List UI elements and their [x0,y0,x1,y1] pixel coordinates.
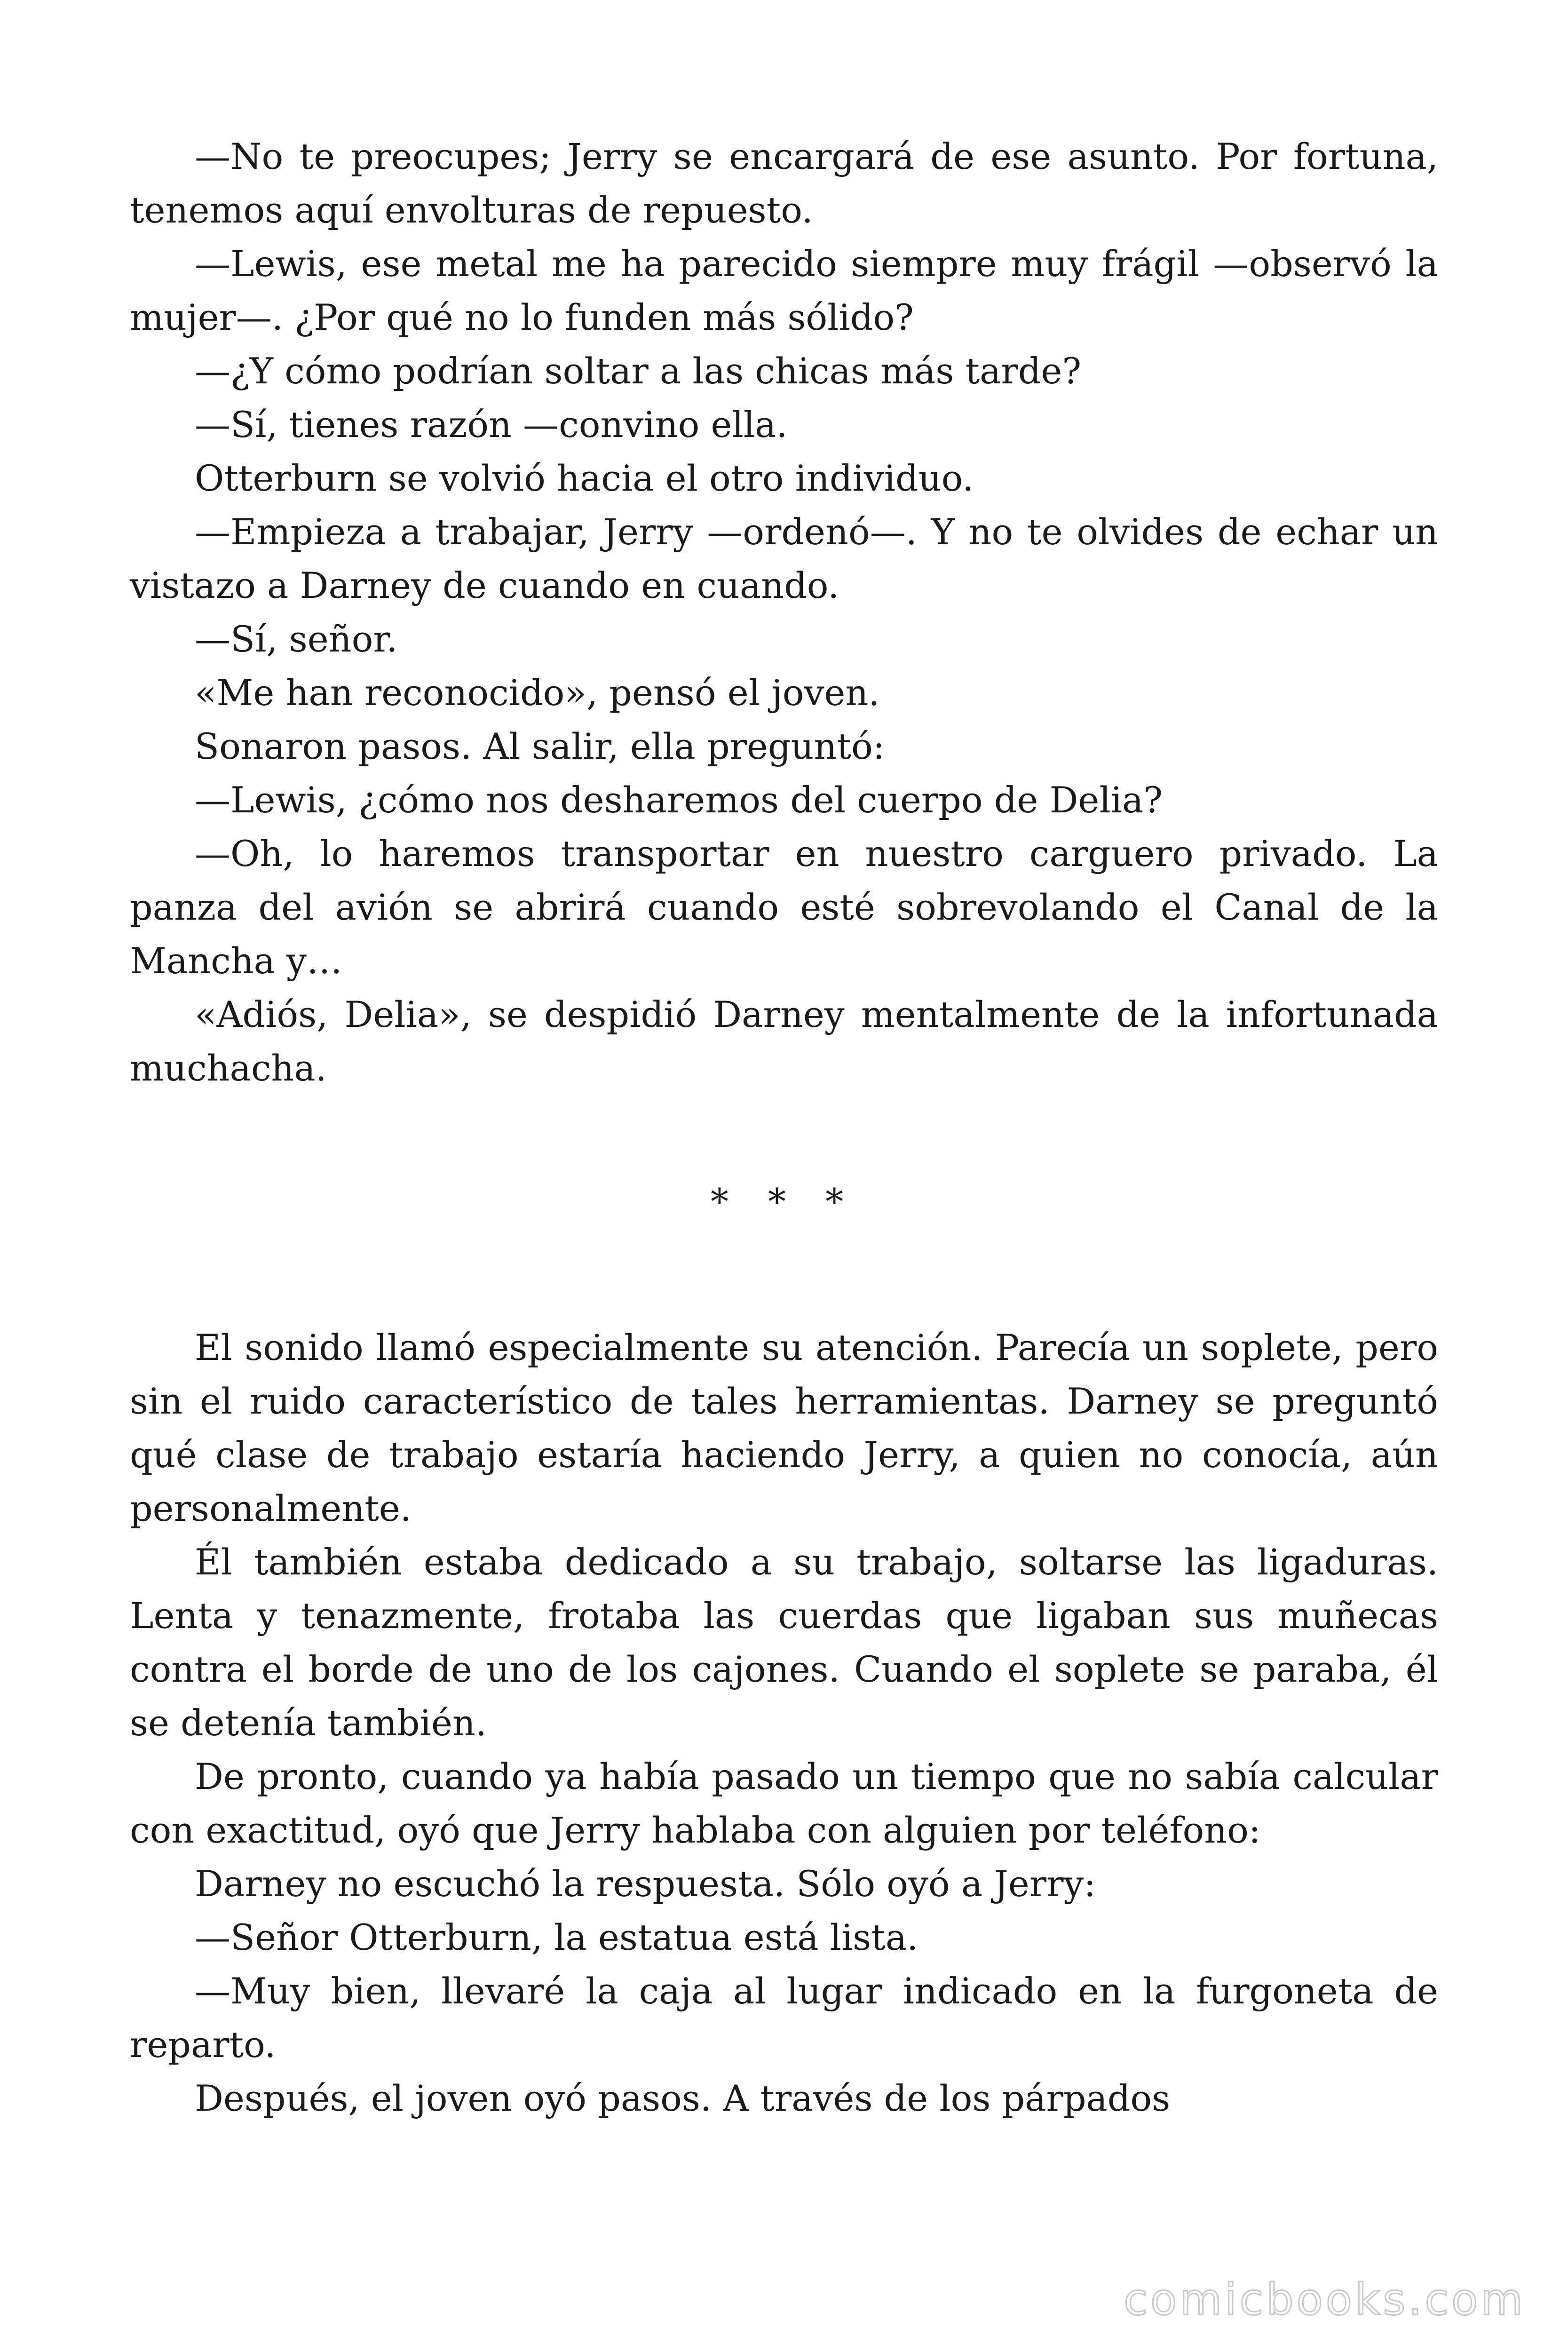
paragraph: Él también estaba dedicado a su trabajo, soltarse las ligaduras. Lenta y tenazmente, frotaba las cuerdas que ligaban sus muñecas contra el borde de uno de los cajones. Cuando el soplete se paraba, él se detenía también. [130,1541,1438,1744]
paragraph: De pronto, cuando ya había pasado un tiempo que no sabía calcular con exactitud, oyó que Jerry hablaba con alguien por teléfono: [130,1756,1438,1851]
paragraph: —Lewis, ¿cómo nos desharemos del cuerpo de Delia? [195,779,1163,821]
paragraph: Después, el joven oyó pasos. A través de los párpados [195,2077,1171,2119]
paragraph: —Empieza a trabajar, Jerry —ordenó—. Y no te olvides de echar un vistazo a Darney de cuando en cuando. [130,511,1438,606]
paragraph: «Adiós, Delia», se despidió Darney mentalmente de la infortunada muchacha. [130,993,1438,1089]
paragraph: —No te preocupes; Jerry se encargará de ese asunto. Por fortuna, tenemos aquí envolturas de repuesto. [130,135,1438,231]
paragraph: Sonaron pasos. Al salir, ella preguntó: [195,725,885,767]
paragraph: —¿Y cómo podrían soltar a las chicas más tarde? [195,350,1082,392]
paragraph: —Lewis, ese metal me ha parecido siempre muy frágil —observó la mujer—. ¿Por qué no lo funden más sólido? [130,243,1438,338]
paragraph: El sonido llamó especialmente su atención. Parecía un soplete, pero sin el ruido característico de tales herramientas. Darney se preguntó qué clase de trabajo estaría haciendo Jerry, a quien no conocía, aún personalmente. [130,1327,1438,1529]
section-separator: * * * [710,1181,858,1223]
paragraph: «Me han reconocido», pensó el joven. [195,672,880,714]
paragraph: —Oh, lo haremos transportar en nuestro carguero privado. La panza del avión se abrirá cuando esté sobrevolando el Canal de la Mancha y… [130,833,1438,982]
paragraph: —Sí, tienes razón —convino ella. [195,404,788,445]
text-block-top [130,130,1438,1095]
paragraph: —Muy bien, llevaré la caja al lugar indicado en la furgoneta de reparto. [130,1970,1438,2066]
watermark: comicbooks.com [1124,2274,1526,2325]
paragraph: —Señor Otterburn, la estatua está lista. [195,1916,919,1958]
text-block-bottom [130,1321,1438,2125]
paragraph: Otterburn se volvió hacia el otro individuo. [195,457,974,499]
paragraph: —Sí, señor. [195,618,398,660]
paragraph: Darney no escuchó la respuesta. Sólo oyó a Jerry: [195,1863,1096,1905]
